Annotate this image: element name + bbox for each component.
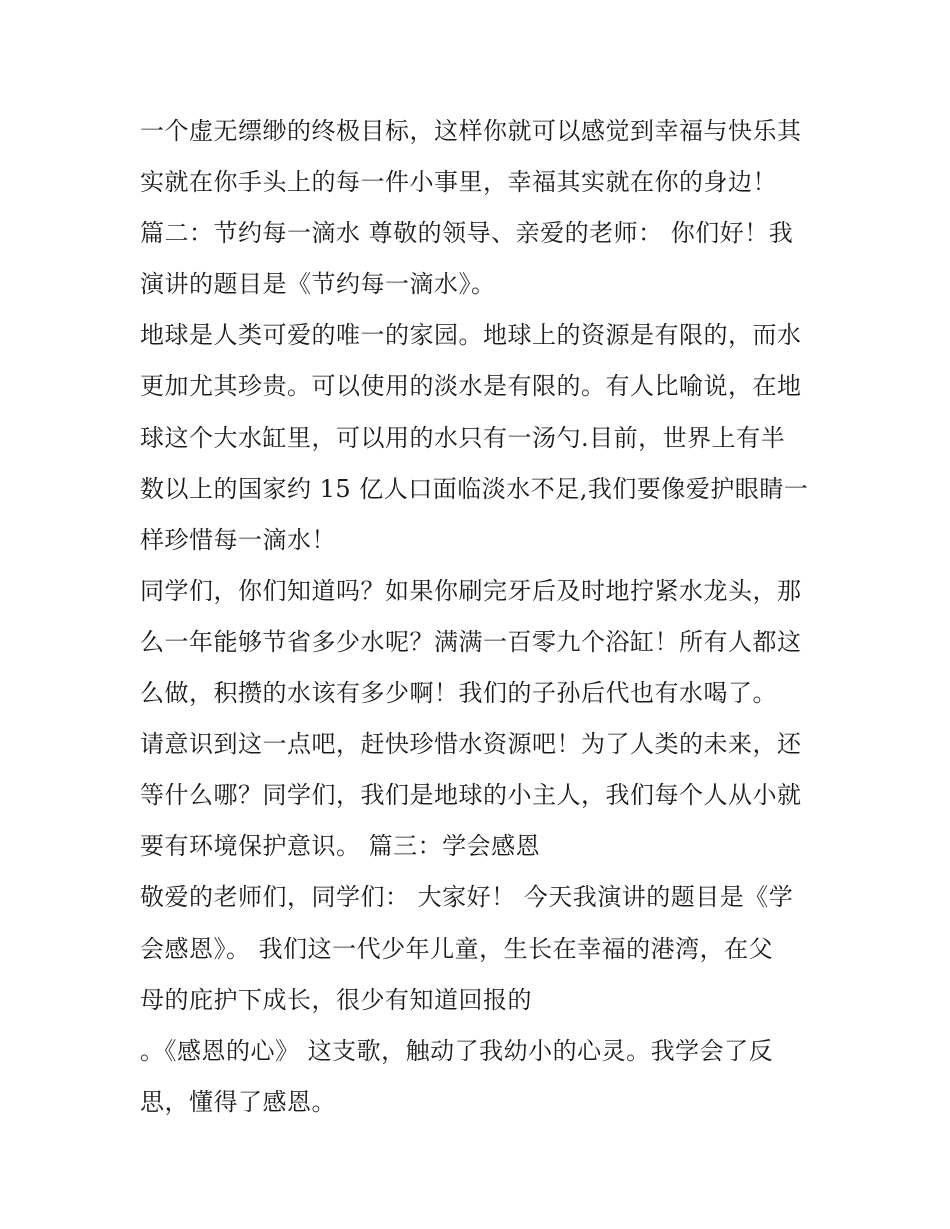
text-line: 。《感恩的心》 这支歌，触动了我幼小的心灵。我学会了反 [140,1036,774,1065]
text-line: 同学们，你们知道吗？如果你刷完牙后及时地拧紧水龙头，那 [140,576,802,605]
text-line: 请意识到这一点吧，赶快珍惜水资源吧！为了人类的未来，还 [140,730,802,759]
text-line: 要有环境保护意识。 篇三：学会感恩 [140,832,541,861]
text-line: 演讲的题目是《节约每一滴水》。 [140,270,496,299]
text-line: 母的庇护下成长，很少有知道回报的 [140,985,532,1014]
text-line: 球这个大水缸里，可以用的水只有一汤勺.目前，世界上有半 [140,423,786,452]
text-line: 么一年能够节省多少水呢？满满一百零九个浴缸！所有人都这 [140,627,802,656]
text-line: 一个虚无缥缈的终极目标，这样你就可以感觉到幸福与快乐其 [140,117,802,145]
text-line: 么做，积攒的水该有多少啊！我们的子孙后代也有水喝了。 [140,679,777,708]
text-line: 更加尤其珍贵。可以使用的淡水是有限的。有人比喻说，在地 [140,372,802,401]
body-text [140,106,820,1128]
text-line: 思，懂得了感恩。 [140,1087,336,1116]
text-line: 数以上的国家约 15 亿人口面临淡水不足,我们要像爱护眼睛一 [140,474,809,503]
text-line: 样珍惜每一滴水！ [140,525,336,554]
text-line: 敬爱的老师们，同学们： 大家好！ 今天我演讲的题目是《学 [140,883,794,912]
text-line: 地球是人类可爱的唯一的家园。地球上的资源是有限的，而水 [140,321,802,350]
text-line: 实就在你手头上的每一件小事里，幸福其实就在你的身边！ [140,168,777,197]
text-line: 篇二：节约每一滴水 尊敬的领导、亲爱的老师： 你们好！我 [140,219,794,248]
text-line: 会感恩》。 我们这一代少年儿童，生长在幸福的港湾，在父 [140,934,774,963]
text-line: 等什么哪？同学们，我们是地球的小主人，我们每个人从小就 [140,781,802,810]
